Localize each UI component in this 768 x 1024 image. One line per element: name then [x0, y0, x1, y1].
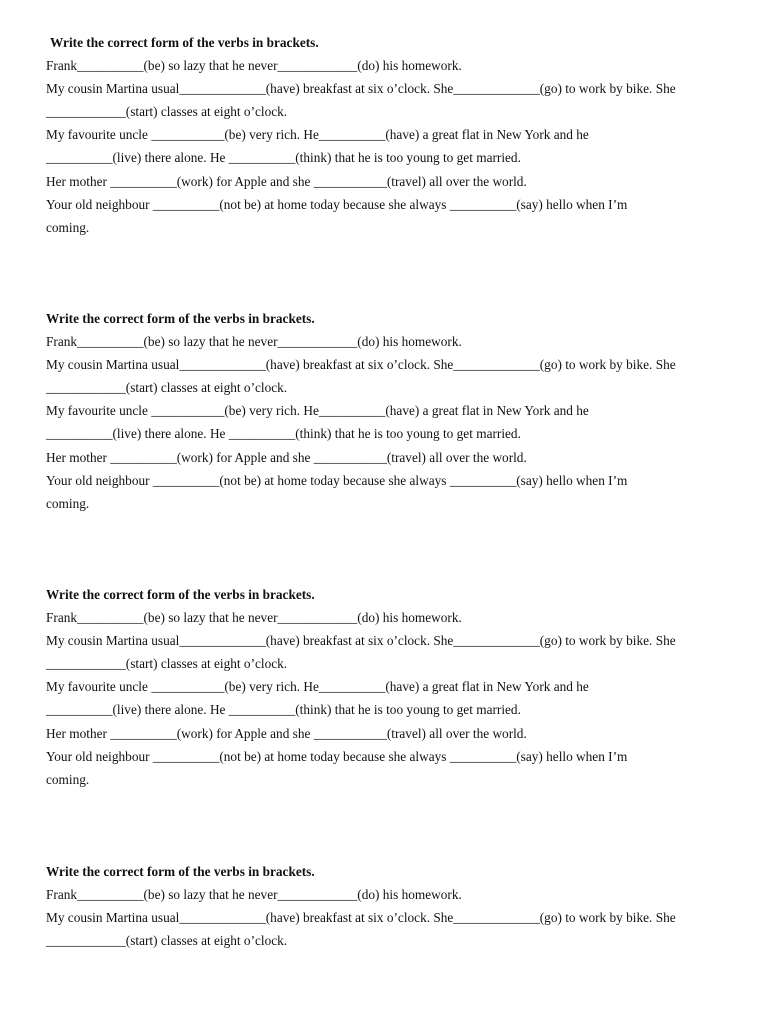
exercise-line: coming.	[46, 771, 90, 787]
exercise-title: Write the correct form of the verbs in brackets.	[50, 35, 319, 50]
exercise-line: Frank__________(be) so lazy that he never____________(do) his homework.	[46, 58, 462, 74]
exercise-line: Your old neighbour __________(not be) at home today because she always __________(say) hello when I’m	[46, 748, 628, 764]
exercise-block-4	[46, 860, 736, 952]
exercise-line: coming.	[46, 495, 90, 511]
exercise-line: ____________(start) classes at eight o’clock.	[46, 104, 288, 120]
exercise-line: Her mother __________(work) for Apple and she ___________(travel) all over the world.	[46, 725, 527, 741]
exercise-title: Write the correct form of the verbs in brackets.	[46, 311, 315, 326]
exercise-line: Frank__________(be) so lazy that he never____________(do) his homework.	[46, 887, 462, 903]
exercise-block-3	[46, 583, 736, 791]
exercise-line: ____________(start) classes at eight o’clock.	[46, 656, 288, 672]
exercise-title: Write the correct form of the verbs in brackets.	[46, 587, 315, 602]
exercise-line: __________(live) there alone. He __________(think) that he is too young to get married.	[46, 426, 521, 442]
exercise-line: My favourite uncle ___________(be) very rich. He__________(have) a great flat in New York and he	[46, 127, 589, 143]
exercise-line: My cousin Martina usual_____________(have) breakfast at six o’clock. She_____________(go) to work by bike. She	[46, 910, 676, 926]
exercise-line: ____________(start) classes at eight o’clock.	[46, 380, 288, 396]
exercise-line: My cousin Martina usual_____________(have) breakfast at six o’clock. She_____________(go) to work by bike. She	[46, 633, 676, 649]
exercise-block-1	[46, 31, 736, 239]
exercise-line: My cousin Martina usual_____________(have) breakfast at six o’clock. She_____________(go) to work by bike. She	[46, 357, 676, 373]
exercise-block-2	[46, 307, 736, 515]
exercise-line: My favourite uncle ___________(be) very rich. He__________(have) a great flat in New York and he	[46, 403, 589, 419]
exercise-line: Frank__________(be) so lazy that he never____________(do) his homework.	[46, 610, 462, 626]
exercise-line: coming.	[46, 219, 90, 235]
exercise-line: My favourite uncle ___________(be) very rich. He__________(have) a great flat in New York and he	[46, 679, 589, 695]
exercise-line: ____________(start) classes at eight o’clock.	[46, 933, 288, 949]
exercise-line: My cousin Martina usual_____________(have) breakfast at six o’clock. She_____________(go) to work by bike. She	[46, 81, 676, 97]
exercise-line: Her mother __________(work) for Apple and she ___________(travel) all over the world.	[46, 173, 527, 189]
exercise-line: __________(live) there alone. He __________(think) that he is too young to get married.	[46, 702, 521, 718]
exercise-title: Write the correct form of the verbs in brackets.	[46, 864, 315, 879]
exercise-line: Frank__________(be) so lazy that he never____________(do) his homework.	[46, 334, 462, 350]
exercise-line: __________(live) there alone. He __________(think) that he is too young to get married.	[46, 150, 521, 166]
exercise-line: Your old neighbour __________(not be) at home today because she always __________(say) hello when I’m	[46, 472, 628, 488]
exercise-line: Her mother __________(work) for Apple and she ___________(travel) all over the world.	[46, 449, 527, 465]
exercise-line: Your old neighbour __________(not be) at home today because she always __________(say) hello when I’m	[46, 196, 628, 212]
